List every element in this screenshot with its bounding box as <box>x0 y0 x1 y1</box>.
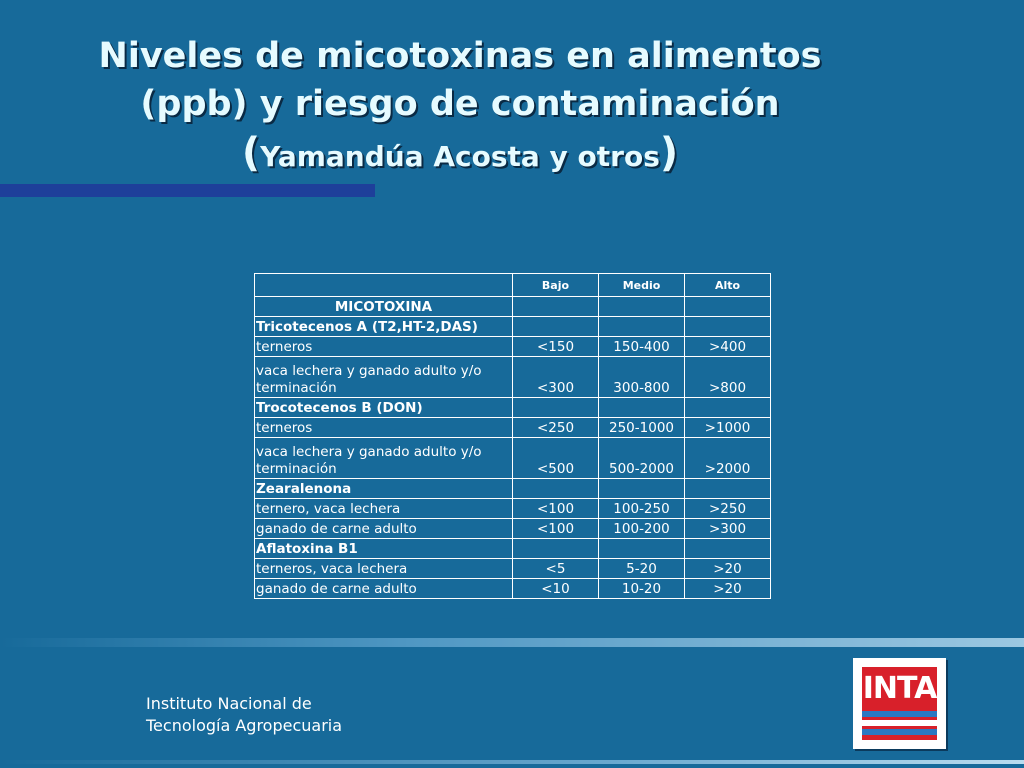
table-row <box>255 559 771 579</box>
cell-alto <box>685 317 771 337</box>
table-row <box>255 499 771 519</box>
inta-logo <box>853 658 946 749</box>
cell-bajo: <250 <box>513 418 599 438</box>
cell-medio: 5-20 <box>599 559 685 579</box>
row-name: terneros <box>255 418 513 438</box>
table-row <box>255 337 771 357</box>
cell-medio: 500-2000 <box>599 438 685 479</box>
table-row <box>255 357 771 398</box>
row-name: vaca lechera y ganado adulto y/o terminación <box>255 357 513 398</box>
institute-line-2: Tecnología Agropecuaria <box>146 716 343 735</box>
empty-cell <box>599 297 685 317</box>
cell-bajo: <100 <box>513 499 599 519</box>
logo-band <box>862 720 937 726</box>
cell-alto <box>685 479 771 499</box>
mycotoxin-table <box>254 273 771 599</box>
row-name: Trocotecenos B (DON) <box>255 398 513 418</box>
cell-alto: >400 <box>685 337 771 357</box>
cell-bajo: <5 <box>513 559 599 579</box>
column-title-row <box>255 297 771 317</box>
inta-logo-text: INTA <box>862 671 937 706</box>
cell-bajo: <100 <box>513 519 599 539</box>
cell-alto: >800 <box>685 357 771 398</box>
mycotoxin-table-body <box>255 274 771 599</box>
inta-logo-red-field <box>862 667 937 740</box>
cell-medio: 300-800 <box>599 357 685 398</box>
title-underline-bar <box>0 184 375 197</box>
header-alto: Alto <box>685 274 771 297</box>
table-row <box>255 438 771 479</box>
row-name: Zearalenona <box>255 479 513 499</box>
cell-alto: >2000 <box>685 438 771 479</box>
institute-line-1: Instituto Nacional de <box>146 694 312 713</box>
slide-title <box>60 32 860 182</box>
group-row <box>255 317 771 337</box>
row-name: Tricotecenos A (T2,HT-2,DAS) <box>255 317 513 337</box>
empty-cell <box>513 297 599 317</box>
table-row <box>255 418 771 438</box>
cell-bajo <box>513 479 599 499</box>
row-name: terneros, vaca lechera <box>255 559 513 579</box>
cell-alto <box>685 398 771 418</box>
cell-medio: 150-400 <box>599 337 685 357</box>
row-name: Aflatoxina B1 <box>255 539 513 559</box>
header-row <box>255 274 771 297</box>
title-line-1: Niveles de micotoxinas en alimentos <box>98 36 822 76</box>
cell-medio <box>599 398 685 418</box>
cell-medio: 10-20 <box>599 579 685 599</box>
cell-medio: 100-250 <box>599 499 685 519</box>
cell-alto: >20 <box>685 579 771 599</box>
cell-alto <box>685 539 771 559</box>
cell-bajo: <150 <box>513 337 599 357</box>
cell-alto: >300 <box>685 519 771 539</box>
cell-bajo <box>513 398 599 418</box>
cell-medio: 250-1000 <box>599 418 685 438</box>
bottom-stripe <box>0 638 1024 647</box>
cell-bajo <box>513 317 599 337</box>
title-author: Yamandúa Acosta y otros <box>260 140 660 173</box>
title-line-3 <box>60 128 860 182</box>
cell-alto: >20 <box>685 559 771 579</box>
title-open-paren: ( <box>241 130 261 176</box>
group-row <box>255 398 771 418</box>
logo-band <box>862 711 937 717</box>
row-name: ganado de carne adulto <box>255 579 513 599</box>
table-row <box>255 519 771 539</box>
logo-band <box>862 729 937 735</box>
row-name: vaca lechera y ganado adulto y/o terminación <box>255 438 513 479</box>
cell-bajo: <300 <box>513 357 599 398</box>
cell-alto: >1000 <box>685 418 771 438</box>
header-medio: Medio <box>599 274 685 297</box>
cell-bajo <box>513 539 599 559</box>
cell-bajo: <500 <box>513 438 599 479</box>
cell-medio <box>599 479 685 499</box>
column-title-micotoxina: MICOTOXINA <box>255 297 513 317</box>
header-bajo: Bajo <box>513 274 599 297</box>
row-name: ganado de carne adulto <box>255 519 513 539</box>
empty-cell <box>685 297 771 317</box>
cell-alto: >250 <box>685 499 771 519</box>
cell-medio <box>599 317 685 337</box>
group-row <box>255 539 771 559</box>
header-blank <box>255 274 513 297</box>
institute-name <box>146 693 342 737</box>
title-close-paren: ) <box>659 130 679 176</box>
group-row <box>255 479 771 499</box>
cell-medio: 100-200 <box>599 519 685 539</box>
title-line-2: (ppb) y riesgo de contaminación <box>140 84 780 124</box>
cell-bajo: <10 <box>513 579 599 599</box>
cell-medio <box>599 539 685 559</box>
table-row <box>255 579 771 599</box>
row-name: terneros <box>255 337 513 357</box>
bottom-stripe-thin <box>0 760 1024 764</box>
row-name: ternero, vaca lechera <box>255 499 513 519</box>
